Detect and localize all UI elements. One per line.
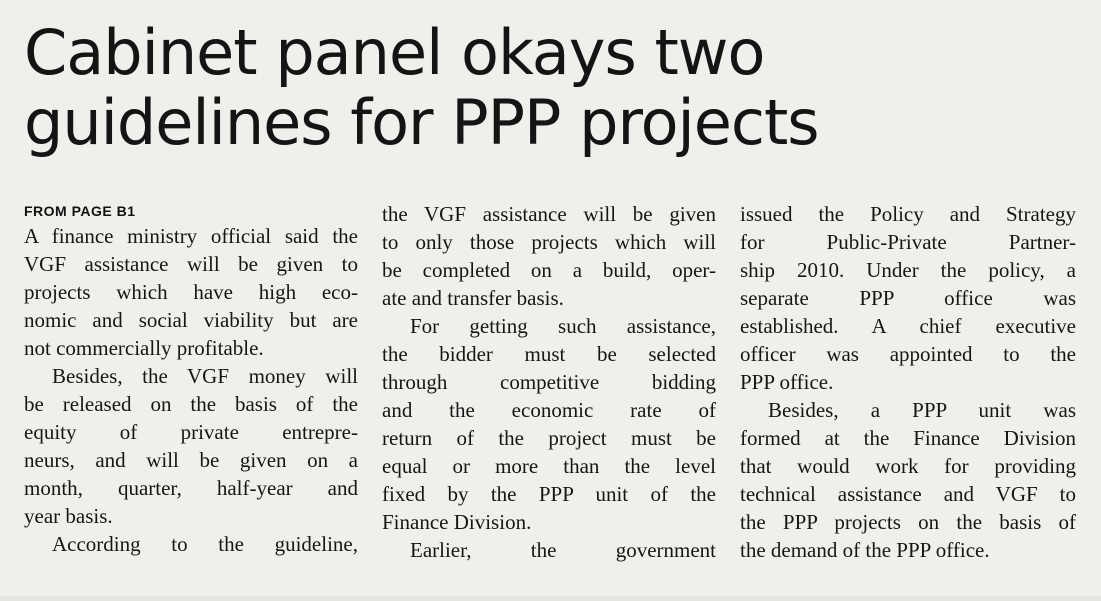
column-1 [24, 200, 358, 558]
headline [24, 18, 1084, 158]
column-1-line-4: nomic and social viability but are [24, 308, 358, 332]
headline-line-2: guidelines for PPP projects [24, 86, 819, 159]
column-1-line-5: not commercially profitable. [24, 336, 264, 360]
column-3-line-11: technical assistance and VGF to [740, 482, 1076, 506]
column-3-line-9: formed at the Finance Division [740, 426, 1076, 450]
column-3-line-10: that would work for providing [740, 454, 1076, 478]
column-3-line-1: issued the Policy and Strategy [740, 202, 1076, 226]
column-1-line-12: According to the guideline, [52, 532, 358, 556]
column-3-line-5: established. A chief executive [740, 314, 1076, 338]
bottom-edge [0, 596, 1101, 601]
column-2-line-7: through competitive bidding [382, 370, 716, 394]
column-2 [382, 200, 716, 564]
column-2-line-1: the VGF assistance will be given [382, 202, 716, 226]
column-1-line-2: VGF assistance will be given to [24, 252, 358, 276]
column-1-line-8: equity of private entrepre- [24, 420, 358, 444]
column-2-line-8: and the economic rate of [382, 398, 716, 422]
column-3-line-8: Besides, a PPP unit was [768, 398, 1076, 422]
column-2-line-6: the bidder must be selected [382, 342, 716, 366]
column-2-line-4: ate and transfer basis. [382, 286, 564, 310]
column-3-line-2: for Public-Private Partner- [740, 230, 1076, 254]
column-2-line-9: return of the project must be [382, 426, 716, 450]
column-2-line-10: equal or more than the level [382, 454, 716, 478]
column-1-line-10: month, quarter, half-year and [24, 476, 358, 500]
column-2-line-3: be completed on a build, oper- [382, 258, 716, 282]
column-1-line-11: year basis. [24, 504, 113, 528]
column-3-line-12: the PPP projects on the basis of [740, 510, 1076, 534]
headline-line-1: Cabinet panel okays two [24, 16, 765, 89]
column-1-line-6: Besides, the VGF money will [52, 364, 358, 388]
column-2-line-13: Earlier, the government [410, 538, 716, 562]
continued-from-kicker: FROM PAGE B1 [24, 203, 136, 219]
column-3-line-13: the demand of the PPP office. [740, 538, 990, 562]
column-2-line-12: Finance Division. [382, 510, 532, 534]
article-body [0, 200, 1101, 596]
column-3-line-3: ship 2010. Under the policy, a [740, 258, 1076, 282]
column-2-line-5: For getting such assistance, [410, 314, 716, 338]
column-3-line-7: PPP office. [740, 370, 834, 394]
column-3 [740, 200, 1076, 564]
column-1-line-3: projects which have high eco- [24, 280, 358, 304]
column-2-line-11: fixed by the PPP unit of the [382, 482, 716, 506]
column-1-line-7: be released on the basis of the [24, 392, 358, 416]
column-1-line-1: A finance ministry official said the [24, 224, 358, 248]
column-1-line-9: neurs, and will be given on a [24, 448, 358, 472]
column-3-line-4: separate PPP office was [740, 286, 1076, 310]
column-2-line-2: to only those projects which will [382, 230, 716, 254]
column-3-line-6: officer was appointed to the [740, 342, 1076, 366]
